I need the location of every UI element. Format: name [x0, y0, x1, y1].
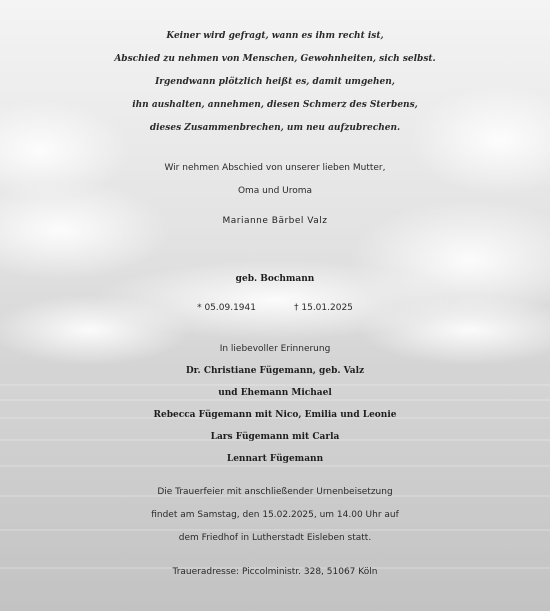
service-line: findet am Samstag, den 15.02.2025, um 14.00 Uhr auf	[151, 510, 399, 520]
service-line: Die Trauerfeier mit anschließender Urnenbeisetzung	[157, 487, 393, 497]
poem-line: Abschied zu nehmen von Menschen, Gewohnheiten, sich selbst.	[114, 54, 436, 64]
mourner-line: Lars Fügemann mit Carla	[210, 432, 340, 442]
mourners-heading: In liebevoller Erinnerung	[219, 344, 331, 354]
funeral-address: Traueradresse: Piccolministr. 328, 51067 Köln	[172, 567, 378, 577]
birth-date: * 05.09.1941	[197, 303, 256, 313]
intro-line: Oma und Uroma	[237, 186, 313, 196]
poem-line: ihn aushalten, annehmen, diesen Schmerz des Sterbens,	[132, 100, 418, 110]
maiden-name: geb. Bochmann	[235, 274, 315, 284]
mourner-line: Lennart Fügemann	[226, 454, 324, 464]
mourner-line: Rebecca Fügemann mit Nico, Emilia und Leonie	[153, 410, 397, 420]
death-date: † 15.01.2025	[294, 303, 353, 313]
service-line: dem Friedhof in Lutherstadt Eisleben statt.	[178, 533, 372, 543]
mourner-line: Dr. Christiane Fügemann, geb. Valz	[185, 366, 365, 376]
deceased-name: Marianne Bärbel Valz	[222, 216, 328, 226]
poem-line: dieses Zusammenbrechen, um neu aufzubrechen.	[149, 123, 401, 133]
mourner-line: und Ehemann Michael	[218, 388, 332, 398]
intro-line: Wir nehmen Abschied von unserer lieben Mutter,	[164, 163, 386, 173]
poem-line: Keiner wird gefragt, wann es ihm recht ist,	[166, 31, 384, 41]
life-dates	[0, 303, 550, 313]
poem-line: Irgendwann plötzlich heißt es, damit umgehen,	[155, 77, 395, 87]
